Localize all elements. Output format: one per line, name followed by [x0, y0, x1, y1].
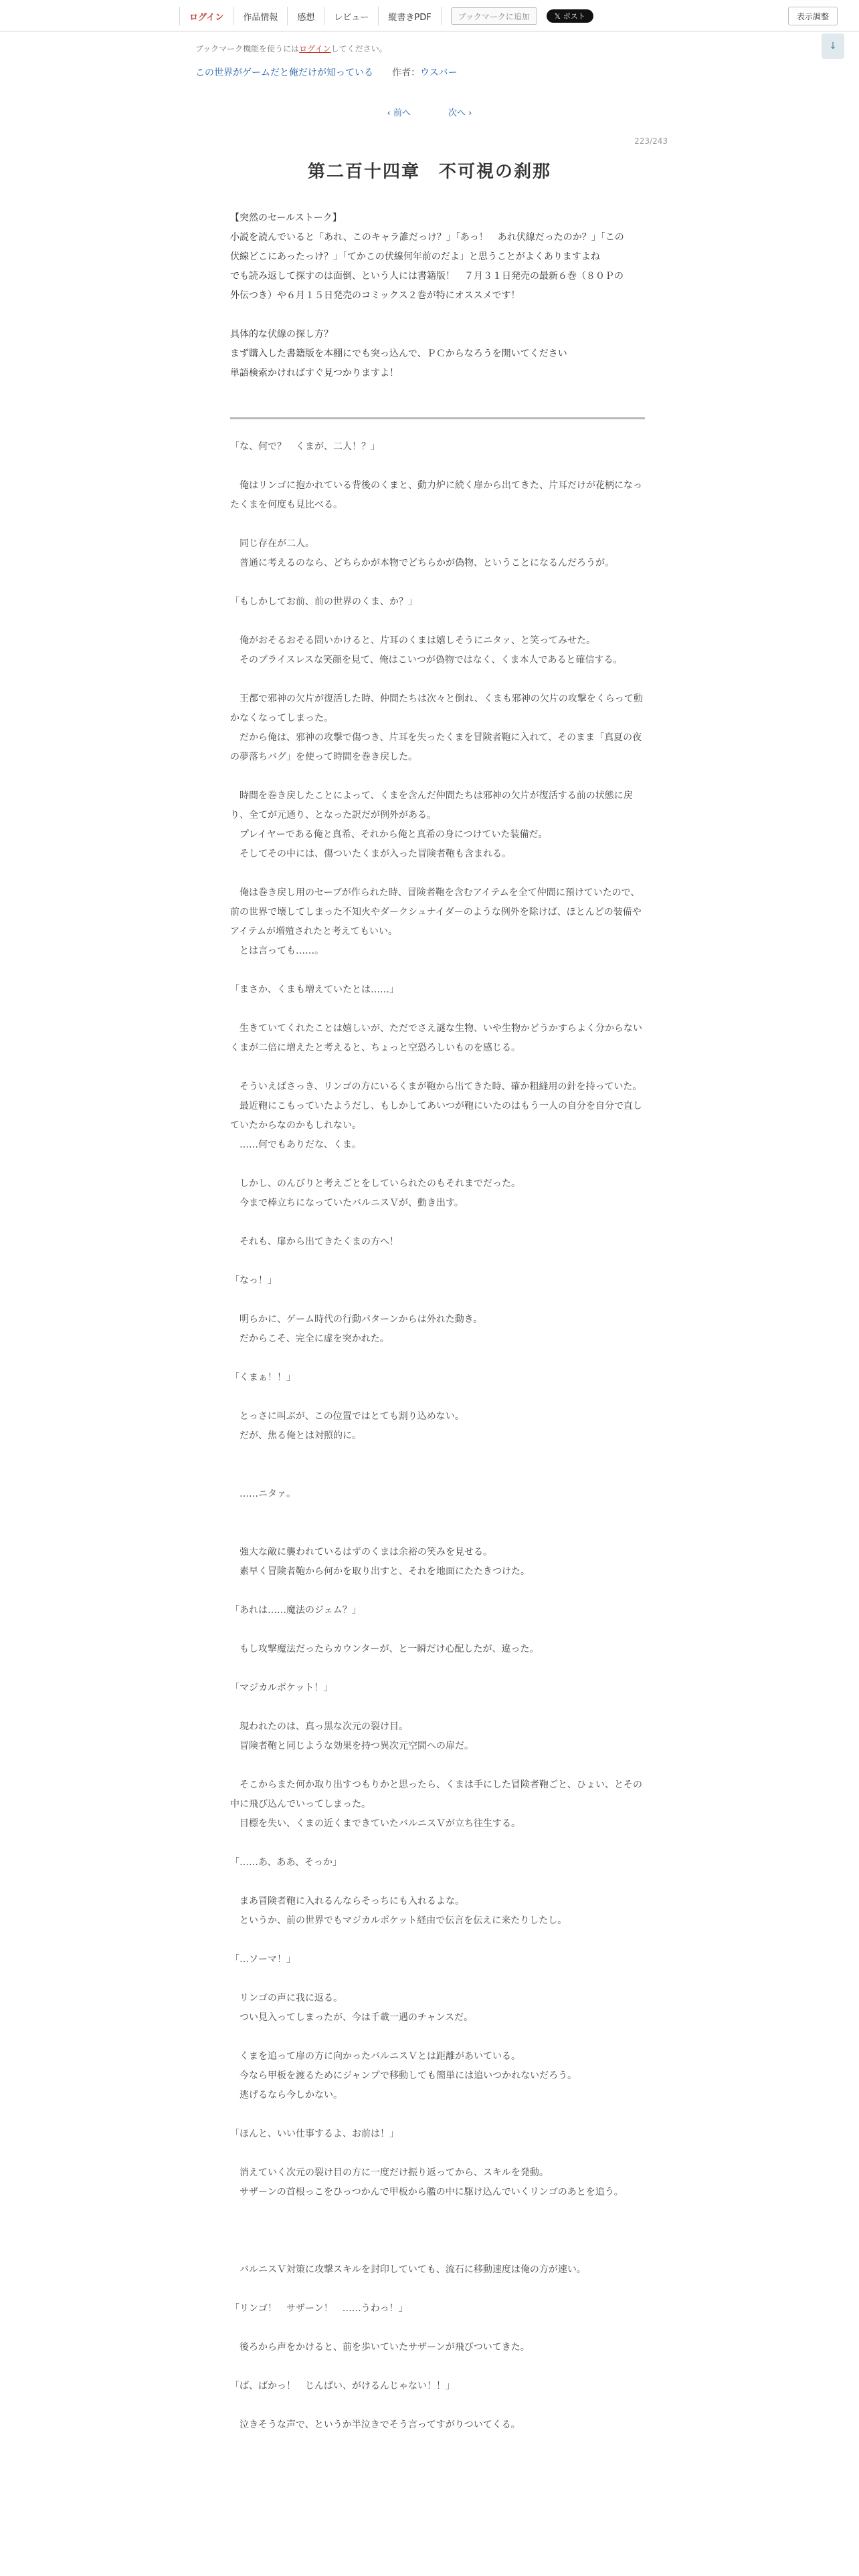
chapter-body	[230, 437, 645, 2435]
body-line	[230, 2396, 645, 2416]
scroll-down-button[interactable]	[822, 33, 844, 59]
body-line: 「まさか、くまも増えていたとは……」	[230, 984, 399, 995]
body-line	[230, 2319, 645, 2338]
body-line	[230, 2222, 645, 2241]
body-line: とは言っても……。	[230, 946, 324, 956]
body-line: 目標を失い、くまの近くまできていたバルニスＶが立ち往生する。	[230, 1818, 520, 1829]
body-line: 泣きそうな声で、というか半泣きでそう言ってすがりついてくる。	[230, 2420, 520, 2430]
body-line	[230, 612, 645, 631]
body-line: 最近鞄にこもっていたようだし、もしかしてあいつが鞄にいたのはもう一人の自分を自分で直していたからなのかもしれない。	[230, 1101, 642, 1131]
body-line	[230, 1523, 645, 1543]
body-line: 逃げるなら今しかない。	[230, 2090, 343, 2101]
notice-suffix: してください。	[330, 44, 387, 53]
body-line: そしてその中には、傷ついたくまが入った冒険者鞄も含まれる。	[230, 849, 511, 859]
body-line: 「リンゴ！ サザーン！ ……うわっ！」	[230, 2303, 408, 2314]
body-line: そのプライスレスな笑顔を見て、俺はこいつが偽物ではなく、くま本人であると確信する。	[230, 655, 623, 665]
preface-line	[230, 306, 632, 325]
novel-info	[195, 66, 458, 79]
body-line: ……ニタァ。	[230, 1489, 296, 1499]
author-line	[392, 66, 458, 79]
chapter-pager	[0, 106, 859, 118]
login-link[interactable]: ログイン	[179, 7, 233, 25]
body-line	[230, 1388, 645, 1407]
body-line	[230, 1659, 645, 1679]
body-line	[230, 2202, 645, 2222]
preface-divider	[230, 417, 645, 419]
body-line: 俺はリンゴに抱かれている背後のくまと、動力炉に続く扉から出てきた、片耳だけが花柄になったくまを何度も見比べる。	[230, 480, 642, 510]
author-prefix: 作者：	[392, 68, 420, 78]
body-line	[230, 1582, 645, 1601]
next-chapter-link[interactable]: 次へ ›	[448, 108, 472, 118]
preface-line: まず購入した書籍版を本棚にでも突っ込んで、ＰＣからなろうを開いてください	[230, 348, 567, 359]
body-line	[230, 515, 645, 534]
body-line: 「なっ！」	[230, 1275, 277, 1286]
body-line	[230, 1446, 645, 1465]
body-line: 時間を巻き戻したことによって、くまを含んだ仲間たちは邪神の欠片が復活する前の状態に戻り、全てが元通り、となった訳だが例外がある。	[230, 790, 633, 821]
review-link[interactable]: レビュー	[324, 7, 379, 25]
chapter-preface	[230, 209, 632, 383]
body-line: 普通に考えるのなら、どちらかが本物でどちらかが偽物、ということになるんだろうが。	[230, 558, 614, 568]
body-line	[230, 670, 645, 689]
body-line: 俺がおそるおそる問いかけると、片耳のくまは嬉しそうにニタァ、と笑ってみせた。	[230, 635, 595, 646]
body-line: 俺は巻き戻し用のセーブが作られた時、冒険者鞄を含むアイテムを全て仲間に預けていたので、前の世界で壊してしまった不知火やダークシュナイダーのような例外を除けば、ほとんどの装備やアイテムが増殖されたと考えてもいい。	[230, 887, 642, 937]
chapter-title: 第二百十四章 不可視の刹那	[307, 162, 551, 182]
body-line: つい見入ってしまったが、今は千載一遇のチャンスだ。	[230, 2012, 474, 2023]
preface-line: 単語検索かければすぐ見つかりますよ！	[230, 368, 399, 379]
body-line: ……何でもありだな、くま。	[230, 1140, 361, 1150]
body-line: 同じ存在が二人。	[230, 538, 314, 549]
notice-login-link[interactable]: ログイン	[299, 44, 331, 53]
body-line: とっさに叫ぶが、この位置ではとても割り込めない。	[230, 1411, 464, 1422]
body-line: もし攻撃魔法だったらカウンターが、と一瞬だけ心配したが、違った。	[230, 1644, 539, 1654]
body-line	[230, 1756, 645, 1776]
body-line: 今なら甲板を渡るためにジャンプで移動しても簡単には追いつかれないだろう。	[230, 2070, 577, 2081]
body-line	[230, 767, 645, 786]
body-line: まあ冒険者鞄に入れるんならそっちにも入れるよな。	[230, 1896, 464, 1907]
body-line	[230, 1252, 645, 1271]
body-line: 明らかに、ゲーム時代の行動パターンからは外れた動き。	[230, 1314, 483, 1325]
novel-title-link[interactable]: この世界がゲームだと俺だけが知っている	[195, 68, 373, 78]
display-settings-button[interactable]: 表示調整	[788, 7, 838, 25]
body-line: というか、前の世界でもマジカルポケット経由で伝言を伝えに来たりしたし。	[230, 1915, 567, 1926]
body-line	[230, 1000, 645, 1019]
body-line: 「…ソーマ！」	[230, 1954, 296, 1965]
body-line	[230, 2028, 645, 2047]
page-count: 223/243	[634, 136, 668, 146]
body-line: 生きていてくれたことは嬉しいが、ただでさえ謎な生物、いや生物かどうかすらよく分からないくまが二倍に増えたと考えると、ちょっと空恐ろしいものを感じる。	[230, 1023, 642, 1053]
notice-prefix: ブックマーク機能を使うには	[195, 44, 300, 53]
body-line: そこからまた何か取り出すつもりかと思ったら、くまは手にした冒険者鞄ごと、ひょい、とその中に飛び込んでいってしまった。	[230, 1780, 642, 1810]
body-line: だから俺は、邪神の攻撃で傷つき、片耳を失ったくまを冒険者鞄に入れて、そのまま「真夏の夜の夢落ちバグ」を使って時間を巻き戻した。	[230, 732, 642, 762]
body-line: 「な、何で？ くまが、二人！？」	[230, 441, 380, 452]
body-line	[230, 1834, 645, 1853]
body-line	[230, 1213, 645, 1232]
body-line	[230, 1504, 645, 1523]
preface-line: でも読み返して探すのは面倒、という人には書籍版！ ７月３１日発売の最新６巻（８０Ｐの外伝つき）や６月１５日発売のコミックス２巻が特にオススメです！	[230, 271, 624, 301]
body-line	[230, 1931, 645, 1950]
body-line	[230, 961, 645, 980]
body-line	[230, 2105, 645, 2125]
body-line	[230, 1465, 645, 1485]
body-line	[230, 1291, 645, 1310]
body-line	[230, 1872, 645, 1892]
body-line: 今まで棒立ちになっていたバルニスＶが、動き出す。	[230, 1198, 464, 1208]
body-line: くまを追って扉の方に向かったバルニスＶとは距離があいている。	[230, 2051, 520, 2062]
chevron-down-icon: ↓	[829, 41, 837, 51]
body-line	[230, 1698, 645, 1717]
body-line: そういえばさっき、リンゴの方にいるくまが鞄から出てきた時、確か粗縫用の針を持っていた。	[230, 1081, 642, 1092]
bookmark-login-notice	[195, 43, 387, 54]
body-line: それも、扉から出てきたくまの方へ！	[230, 1237, 399, 1247]
body-line: だが、焦る俺とは対照的に。	[230, 1430, 361, 1441]
body-line	[230, 1969, 645, 1989]
body-line: 冒険者鞄と同じような効果を持つ異次元空間への扉だ。	[230, 1741, 474, 1751]
preface-line: 【突然のセールストーク】	[230, 213, 342, 223]
body-line: 「……あ、ああ、そっか」	[230, 1857, 342, 1868]
body-line	[230, 457, 645, 476]
body-line: プレイヤーである俺と真希、それから俺と真希の身につけていた装備だ。	[230, 829, 548, 840]
body-line: 「ば、ばかっ！ じんばい、がけるんじゃない！！」	[230, 2381, 455, 2391]
work-info-link[interactable]: 作品情報	[233, 7, 288, 25]
body-line: リンゴの声に我に返る。	[230, 1993, 343, 2004]
x-post-button[interactable]	[547, 9, 593, 23]
bookmark-add-button[interactable]: ブックマークに追加	[451, 7, 537, 25]
body-line	[230, 573, 645, 593]
body-line	[230, 864, 645, 883]
preface-line: 具体的な伏線の探し方？	[230, 329, 333, 340]
body-line	[230, 2241, 645, 2260]
top-navigation-bar	[0, 0, 859, 31]
body-line: 「あれは……魔法のジェム？」	[230, 1605, 361, 1616]
body-line	[230, 1620, 645, 1640]
body-line: 「マジカルポケット！」	[230, 1683, 333, 1693]
prev-chapter-link[interactable]: ‹ 前へ	[387, 108, 411, 118]
body-line	[230, 2357, 645, 2377]
body-line	[230, 2280, 645, 2299]
body-line: だからこそ、完全に虚を突かれた。	[230, 1333, 389, 1344]
body-line	[230, 1349, 645, 1368]
body-line	[230, 1155, 645, 1174]
body-line: 「くまぁ！！」	[230, 1372, 296, 1383]
body-line: 王都で邪神の欠片が復活した時、仲間たちは次々と倒れ、くまも邪神の欠片の攻撃をくらって動かなくなってしまった。	[230, 693, 643, 724]
author-link[interactable]: ウスバー	[420, 68, 458, 78]
impressions-link[interactable]: 感想	[288, 7, 324, 25]
body-line: 後ろから声をかけると、前を歩いていたサザーンが飛びついてきた。	[230, 2342, 530, 2353]
body-line	[230, 1058, 645, 1077]
preface-line: 小説を読んでいると「あれ、このキャラ誰だっけ？」「あっ！ あれ伏線だったのか？」「この伏線どこにあったっけ？」「てかこの伏線何年前のだよ」と思うことがよくありますよね	[230, 232, 624, 262]
body-line: 消えていく次元の裂け目の方に一度だけ振り返ってから、スキルを発動。	[230, 2167, 549, 2178]
x-post-label: ポスト	[563, 12, 585, 21]
body-line: 現われたのは、真っ黒な次元の裂け目。	[230, 1721, 408, 1732]
body-line	[230, 2144, 645, 2163]
x-logo-icon: 𝕏	[554, 11, 561, 21]
body-line: 「もしかしてお前、前の世界のくま、か？」	[230, 597, 417, 607]
body-line: 「ほんと、いい仕事するよ、お前は！」	[230, 2129, 399, 2139]
body-line: しかし、のんびりと考えごとをしていられたのもそれまでだった。	[230, 1178, 520, 1189]
header-menu	[179, 7, 593, 25]
body-line: サザーンの首根っこをひっつかんで甲板から艦の中に駆け込んでいくリンゴのあとを追う。	[230, 2187, 624, 2197]
body-line: 強大な敵に襲われているはずのくまは余裕の笑みを見せる。	[230, 1547, 492, 1558]
body-line: バルニスＶ対策に攻撃スキルを封印していても、流石に移動速度は俺の方が速い。	[230, 2264, 586, 2275]
body-line: 素早く冒険者鞄から何かを取り出すと、それを地面にたたきつけた。	[230, 1566, 530, 1577]
vertical-pdf-link[interactable]: 縦書きPDF	[379, 7, 441, 25]
